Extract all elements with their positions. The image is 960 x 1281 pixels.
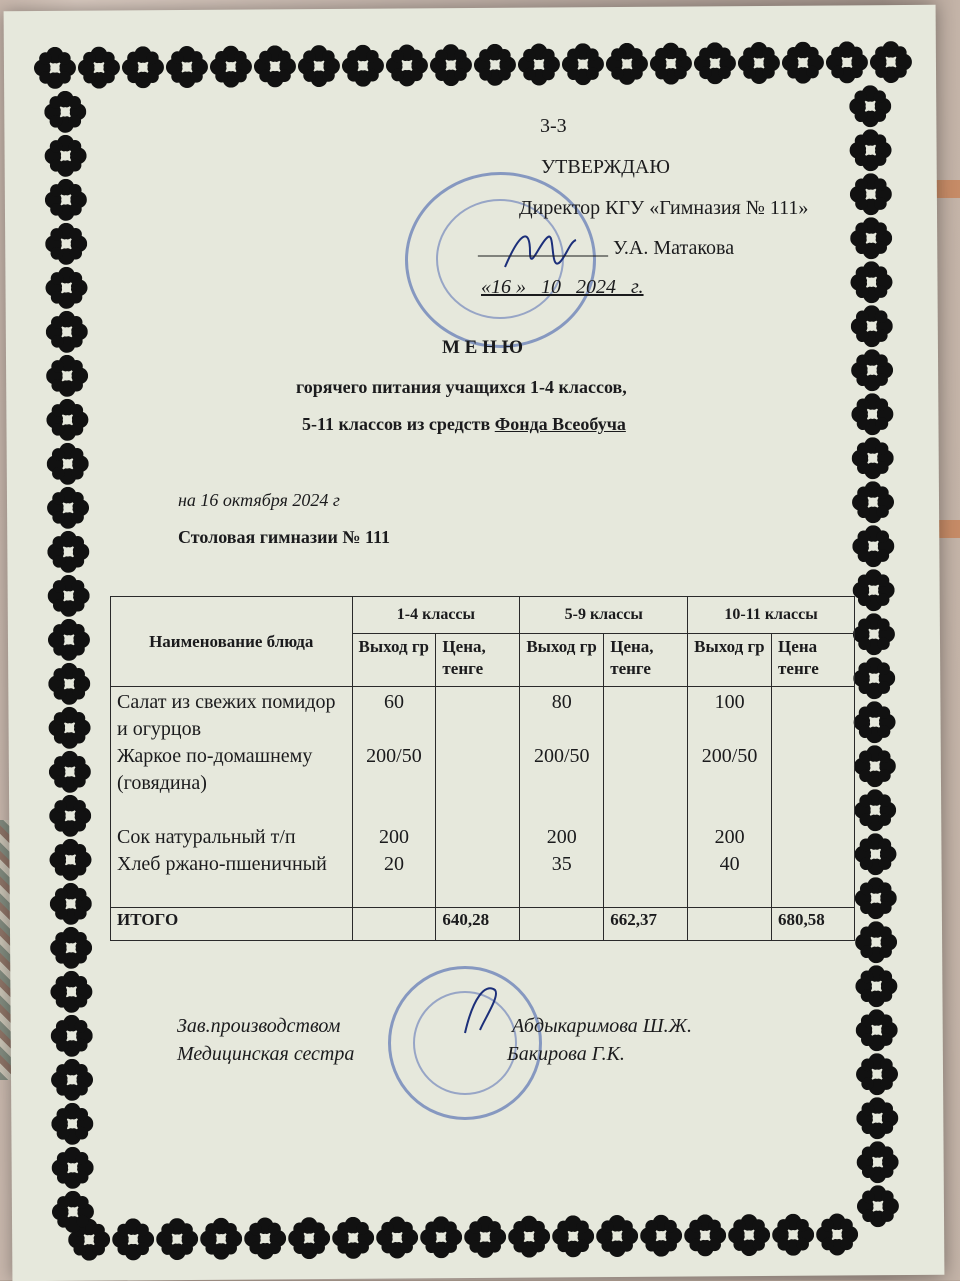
portion-cell-1-4 xyxy=(352,687,436,908)
group-header-5-9: 5-9 классы xyxy=(520,597,688,634)
production-manager-signature xyxy=(455,978,505,1038)
canteen-name: Столовая гимназии № 111 xyxy=(178,527,390,547)
menu-subtitle-line1: горячего питания учащихся 1-4 классов, xyxy=(296,377,627,397)
dish-item: Хлеб ржано-пшеничный xyxy=(117,853,327,875)
portion-value: 200 xyxy=(546,826,577,848)
group-header-1-4: 1-4 классы xyxy=(352,597,520,634)
sub-header-portion: Выход гр xyxy=(688,634,772,687)
total-value-1-4: 640,28 xyxy=(436,908,520,941)
menu-date: на 16 октября 2024 г xyxy=(178,490,340,510)
director-title: Директор КГУ «Гимназия № 111» xyxy=(519,197,809,219)
total-value-10-11: 680,58 xyxy=(772,908,855,941)
signature-name-production: Абдыкаримова Ш.Ж. xyxy=(512,1015,692,1037)
portion-value: 200/50 xyxy=(701,745,758,767)
total-empty xyxy=(688,908,772,941)
portion-value: 200 xyxy=(714,826,745,848)
dish-list-cell xyxy=(111,687,353,908)
signature-role-production: Зав.производством xyxy=(177,1015,341,1037)
table-row-total xyxy=(111,908,855,941)
sub-header-portion: Выход гр xyxy=(352,634,436,687)
total-empty xyxy=(520,908,604,941)
dish-item: Жаркое по-домашнему (говядина) xyxy=(117,745,313,794)
signature-name-nurse: Бакирова Г.К. xyxy=(507,1043,625,1065)
total-empty xyxy=(352,908,436,941)
director-name-line: _____________ У.А. Матакова xyxy=(478,237,735,259)
dish-item: Салат из свежих помидор и огурцов xyxy=(117,691,336,740)
menu-title: М Е Н Ю xyxy=(442,337,524,358)
approval-date: «16 » 10 2024 г. xyxy=(481,276,644,298)
portion-value: 100 xyxy=(714,691,745,713)
fund-name: Фонда Всеобуча xyxy=(494,414,626,434)
dish-item: Сок натуральный т/п xyxy=(117,826,296,848)
signature-role-nurse: Медицинская сестра xyxy=(177,1043,355,1065)
menu-table xyxy=(110,596,855,941)
portion-value: 200/50 xyxy=(533,745,590,767)
price-cell-5-9 xyxy=(604,687,688,908)
total-value-5-9: 662,37 xyxy=(604,908,688,941)
menu-subtitle-line2 xyxy=(302,414,626,435)
document-number: 3-3 xyxy=(540,115,567,137)
portion-value: 35 xyxy=(551,853,572,875)
portion-value: 80 xyxy=(551,691,572,713)
portion-value: 200 xyxy=(378,826,409,848)
sub-header-price: Цена тенге xyxy=(772,634,855,687)
portion-cell-10-11 xyxy=(688,687,772,908)
portion-value: 20 xyxy=(383,853,404,875)
table-row xyxy=(111,687,855,908)
dish-name-header: Наименование блюда xyxy=(111,597,353,687)
total-label: ИТОГО xyxy=(111,908,353,941)
portion-value: 200/50 xyxy=(366,745,422,767)
approval-heading: УТВЕРЖДАЮ xyxy=(541,156,670,178)
subtitle-prefix: 5-11 классов из средств xyxy=(302,414,495,434)
sub-header-portion: Выход гр xyxy=(520,634,604,687)
portion-value: 40 xyxy=(719,853,740,875)
group-header-10-11: 10-11 классы xyxy=(688,597,855,634)
sub-header-price: Цена, тенге xyxy=(436,634,520,687)
price-cell-1-4 xyxy=(436,687,520,908)
sub-header-price: Цена, тенге xyxy=(604,634,688,687)
portion-value: 60 xyxy=(383,691,404,713)
price-cell-10-11 xyxy=(772,687,855,908)
portion-cell-5-9 xyxy=(520,687,604,908)
